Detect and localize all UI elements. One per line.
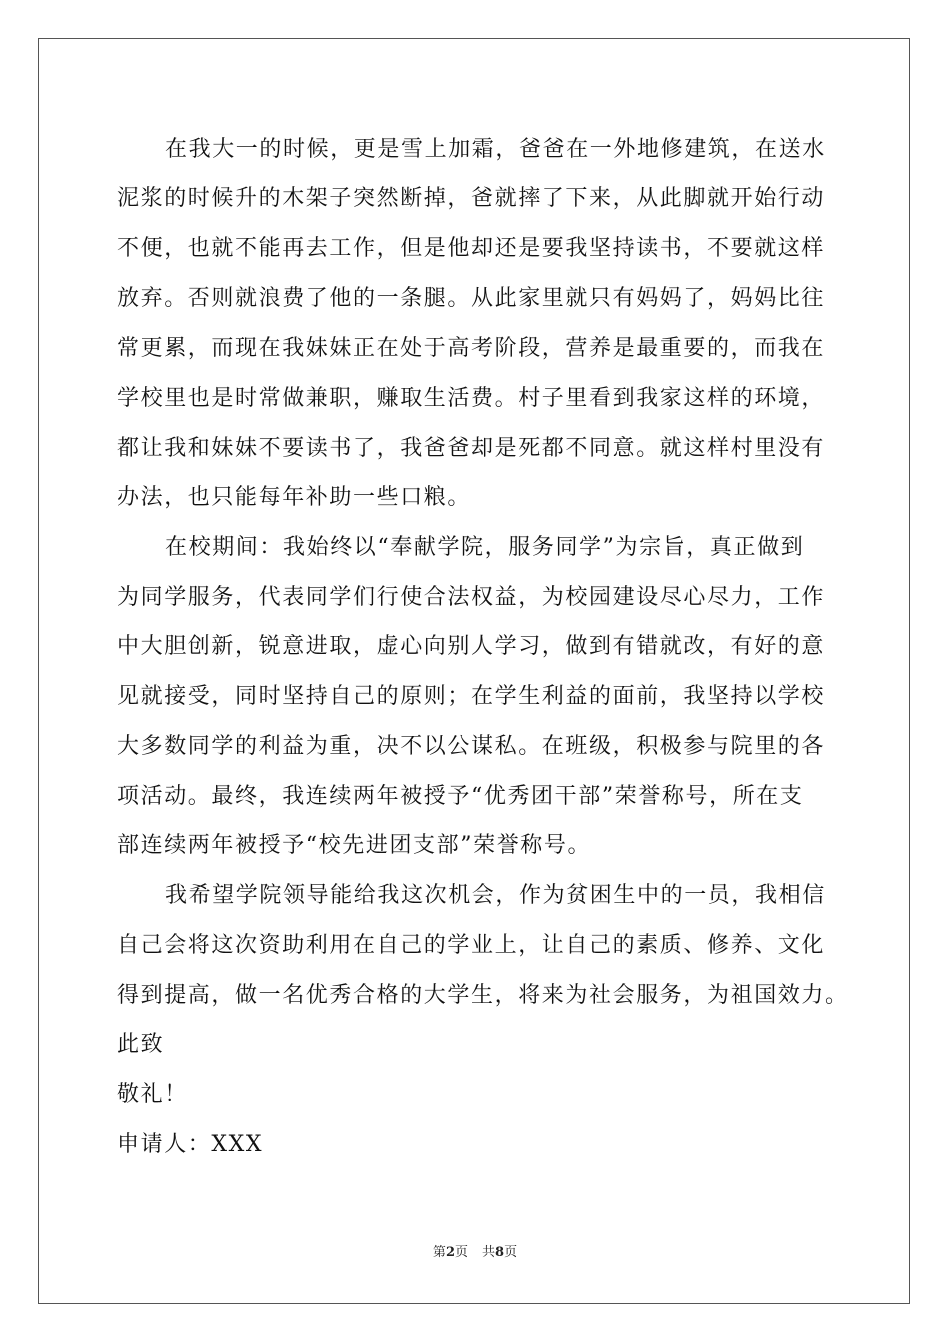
page-border [38,38,910,1304]
text-line: 得到提高，做一名优秀合格的大学生，将来为社会服务，为祖国效力。 [117,983,849,1008]
text-line: 自己会将这次资助利用在自己的学业上，让自己的素质、修养、文化 [117,933,826,958]
text-line: 为同学服务，代表同学们行使合法权益，为校园建设尽心尽力，工作 [117,585,826,610]
text-line: 我希望学院领导能给我这次机会，作为贫困生中的一员，我相信 [165,883,826,908]
text-line: 部连续两年被授予“校先进团支部”荣誉称号。 [117,833,592,858]
text-line: 项活动。最终，我连续两年被授予“优秀团干部”荣誉称号，所在支 [117,784,804,809]
salutation-line: 敬礼！ [117,1082,188,1107]
text-line: 在我大一的时候，更是雪上加霜，爸爸在一外地修建筑，在送水 [165,137,826,162]
closing-line: 此致 [117,1032,165,1057]
text-line: 常更累，而现在我妹妹正在处于高考阶段，营养是最重要的，而我在 [117,336,826,361]
text-line: 不便，也就不能再去工作，但是他却还是要我坚持读书，不要就这样 [117,236,826,261]
text-line: 学校里也是时常做兼职，赚取生活费。村子里看到我家这样的环境， [117,386,826,411]
text-line: 在校期间：我始终以“奉献学院，服务同学”为宗旨，真正做到 [165,535,805,560]
total-pages: 8 [495,1245,505,1260]
signature-line: 申请人：XXX [117,1132,264,1157]
text-line: 大多数同学的利益为重，决不以公谋私。在班级，积极参与院里的各 [117,734,826,759]
total-prefix: 共 [482,1245,496,1260]
page-suffix: 页 [454,1245,468,1260]
text-line: 办法，也只能每年补助一些口粮。 [117,485,472,510]
text-line: 中大胆创新，锐意进取，虚心向别人学习，做到有错就改，有好的意 [117,634,826,659]
total-suffix: 页 [504,1245,518,1260]
text-line: 都让我和妹妹不要读书了，我爸爸却是死都不同意。就这样村里没有 [117,436,826,461]
page-prefix: 第 [432,1245,446,1260]
text-line: 放弃。否则就浪费了他的一条腿。从此家里就只有妈妈了，妈妈比往 [117,286,826,311]
page-footer [0,1245,950,1261]
page-number: 2 [445,1245,455,1260]
text-line: 泥浆的时候升的木架子突然断掉，爸就摔了下来，从此脚就开始行动 [117,186,826,211]
text-line: 见就接受，同时坚持自己的原则；在学生利益的面前，我坚持以学校 [117,684,826,709]
